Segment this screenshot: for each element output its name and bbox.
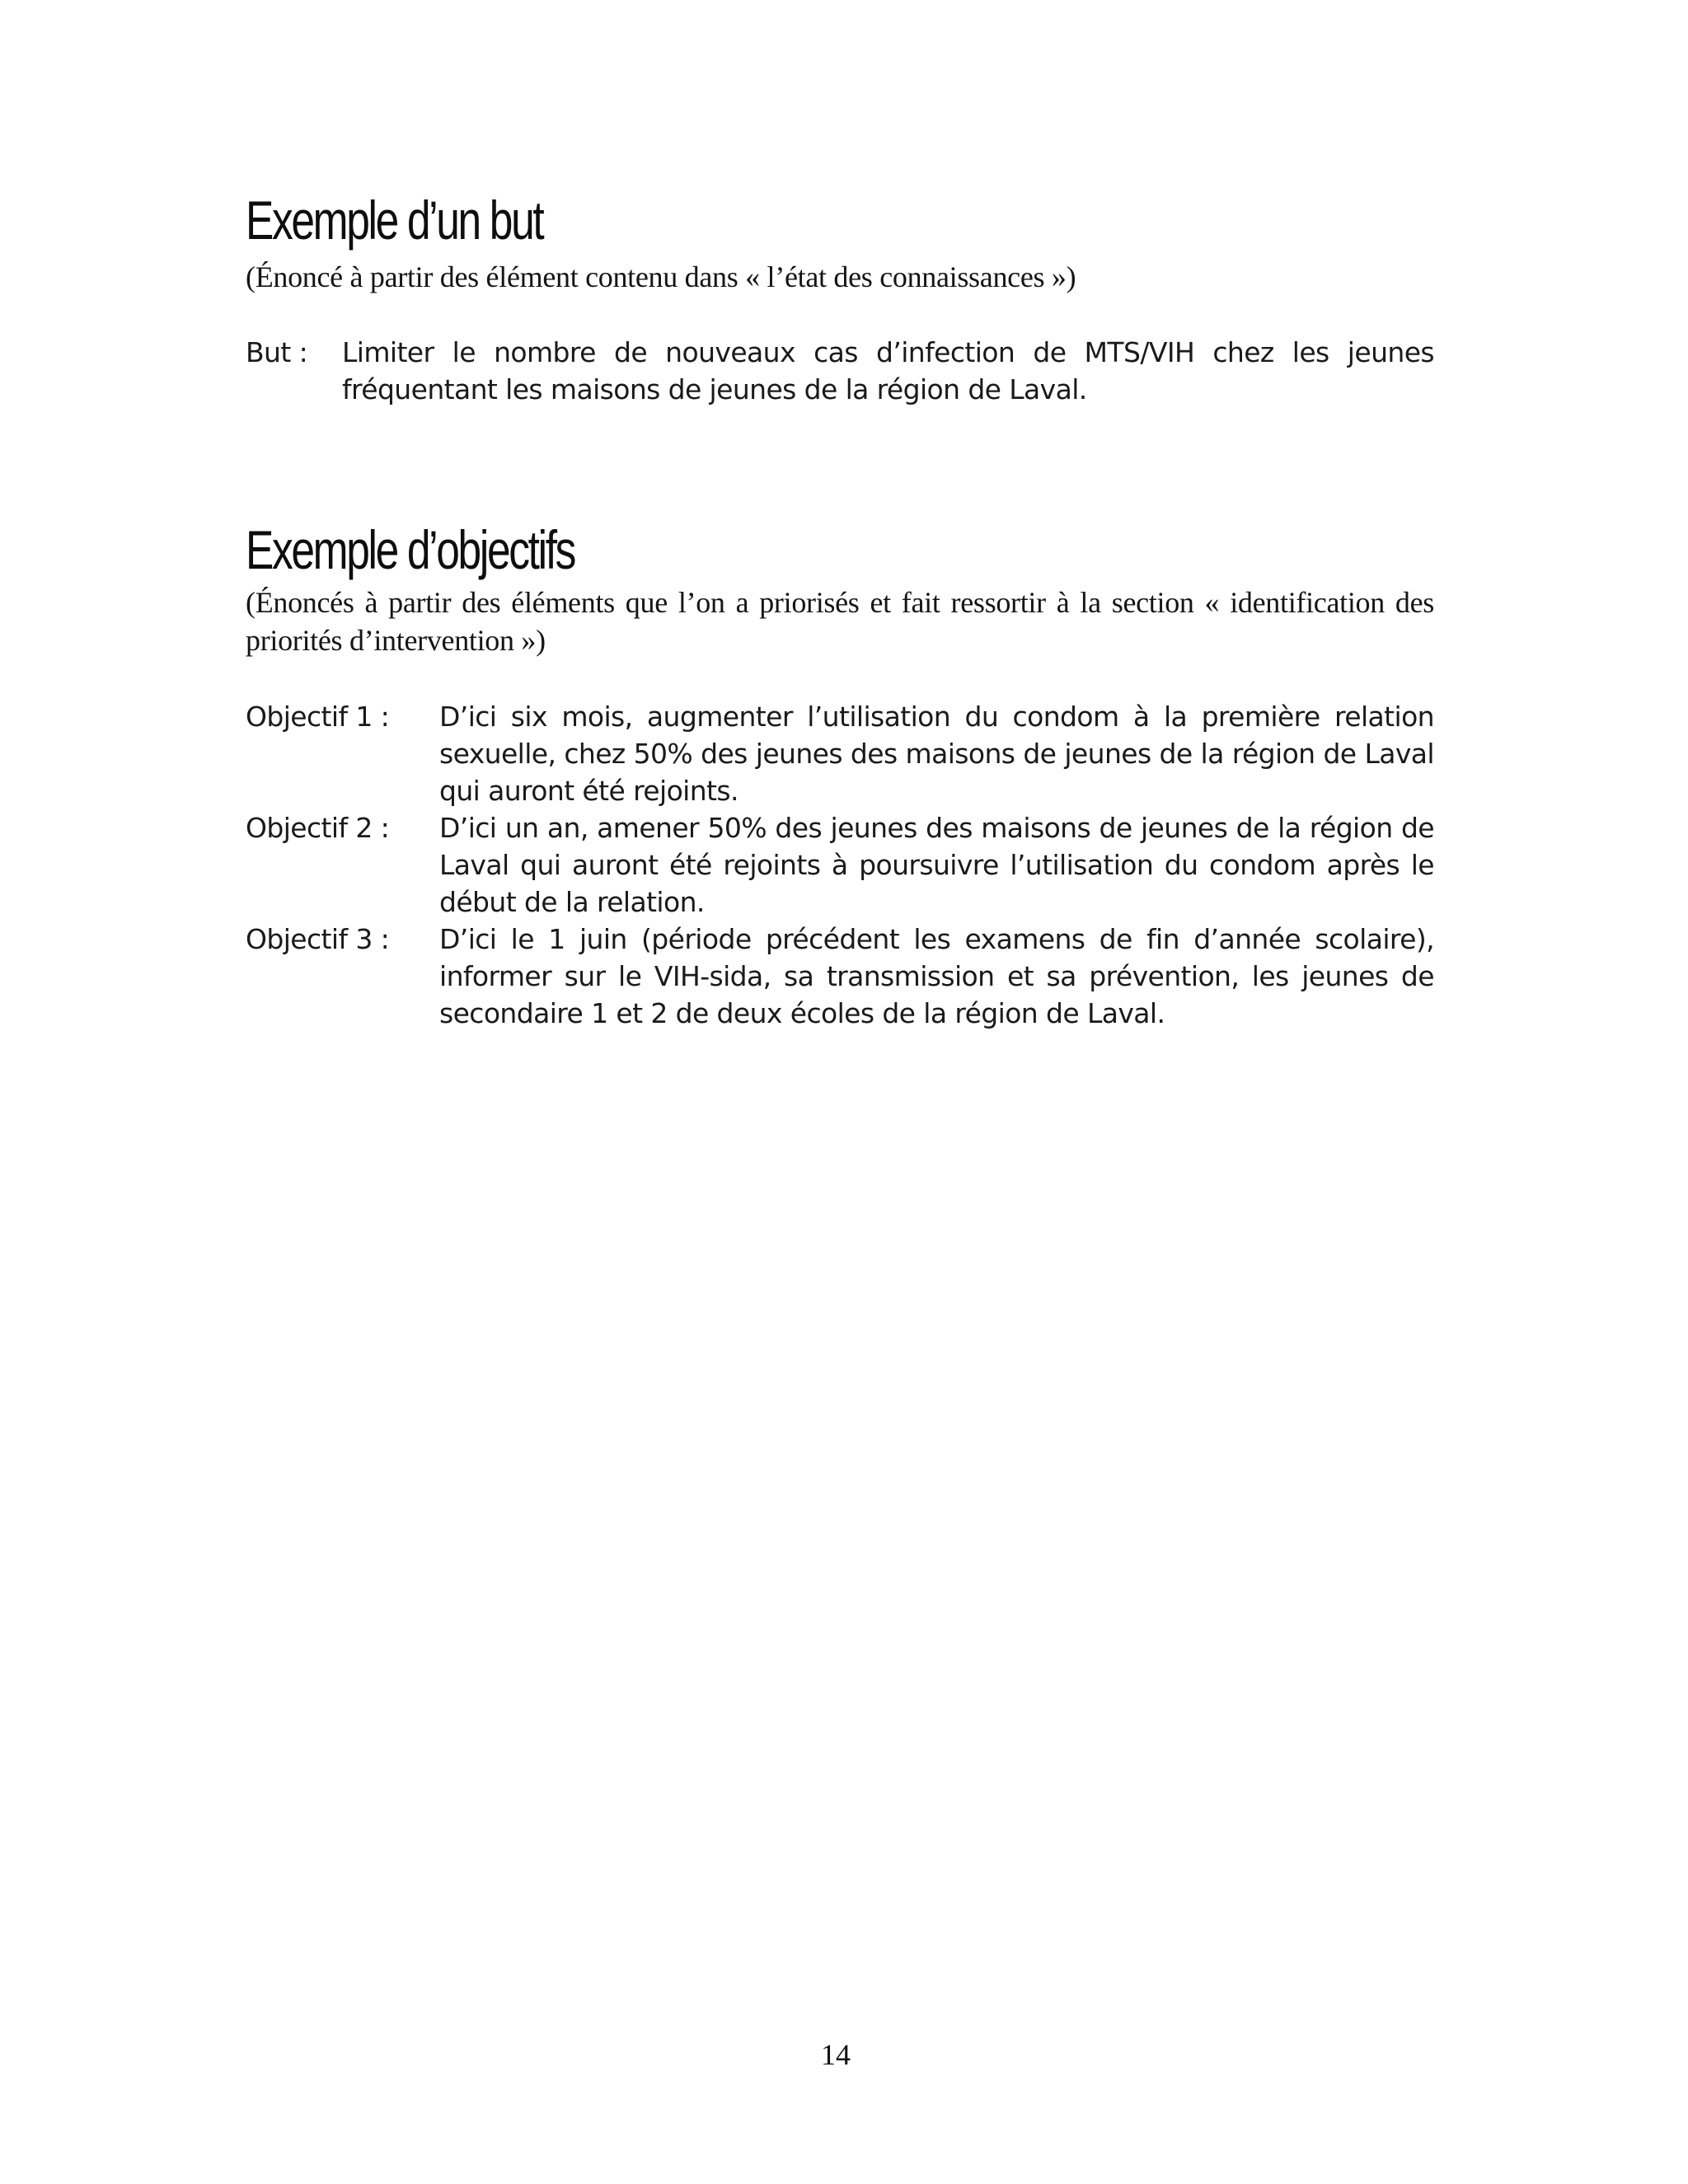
objective-item-1	[246, 698, 1434, 809]
objectives-subtitle: (Énoncés à partir des éléments que l’on a priorisés et fait ressortir à la section « identification des priorités d’intervention »)	[246, 586, 1434, 657]
objective-label: Objectif 2 :	[246, 812, 390, 844]
goal-text: Limiter le nombre de nouveaux cas d’infection de MTS/VIH chez les jeunes fréquentant les maisons de jeunes de la région de Laval.	[342, 336, 1434, 405]
objective-text: D’ici le 1 juin (période précédent les examens de fin d’année scolaire), informer sur le VIH-sida, sa transmission et sa prévention, les jeunes de secondaire 1 et 2 de deux écoles de la région de Laval.	[439, 923, 1434, 1029]
objective-label: Objectif 1 :	[246, 701, 390, 733]
objectives-heading: Exemple d’objectifs	[246, 519, 575, 580]
objective-item-3	[246, 921, 1434, 1032]
goal-subtitle: (Énoncé à partir des élément contenu dans « l’état des connaissances »)	[246, 260, 1076, 293]
objective-text: D’ici un an, amener 50% des jeunes des maisons de jeunes de la région de Laval qui auront été rejoints à poursuivre l’utilisation du condom après le début de la relation.	[439, 812, 1434, 918]
goal-label: But :	[246, 336, 308, 368]
objective-text: D’ici six mois, augmenter l’utilisation du condom à la première relation sexuelle, chez 50% des jeunes des maisons de jeunes de la région de Laval qui auront été rejoints.	[439, 701, 1434, 807]
goal-heading: Exemple d’un but	[246, 190, 543, 251]
objective-label: Objectif 3 :	[246, 923, 390, 955]
objective-item-2	[246, 809, 1434, 921]
goal-row	[246, 334, 1434, 408]
page-number: 14	[821, 2038, 851, 2071]
